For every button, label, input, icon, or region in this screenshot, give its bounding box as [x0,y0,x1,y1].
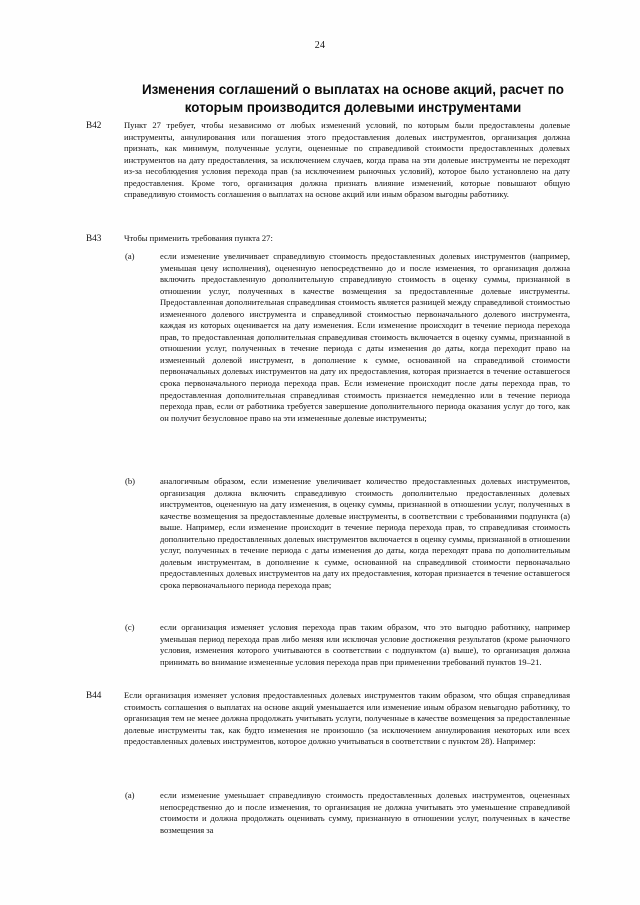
paragraph-text: Чтобы применить требования пункта 27: [124,233,273,243]
subitem-label: (b) [125,476,135,486]
paragraph-number: B42 [86,120,102,130]
subitem-label: (a) [125,790,135,800]
paragraph-number: B44 [86,690,102,700]
subitem-text: аналогичным образом, если изменение увеличивает количество предоставленных долевых инструментов, организация должна включить справедливую стоимость дополнительно предоставленных долевых инструментов, оцененную на дату изменения, в оценку суммы, признанной в отношении услуг, полученных в качестве возмещения за предоставленные долевые инструменты, в соответствии с требованиями подпункта (a) выше. Например, если изменение происходит в течение периода перехода прав, то справедливая стоимость дополнительно предоставленных долевых инструментов включается в оценку суммы, признанной в отношении услуг, полученных в течение периода с даты изменения до даты, когда переходят права по дополнительным долевым инструментам, в дополнение к сумме, основанной на справедливой стоимости первоначально предоставленных долевых инструментов на дату их предоставления, которая признается в течение оставшегося срока первоначального периода перехода прав; [160,476,570,590]
subitem-text: если изменение увеличивает справедливую стоимость предоставленных долевых инструментов (например, уменьшая цену исполнения), оцененную непосредственно до и после изменения, то организация должна включить предоставленную дополнительную справедливую стоимость в оценку суммы, признанной в отношении услуг, полученных в качестве возмещения за предоставленные долевые инструменты. Предоставленная дополнительная справедливая стоимость является разницей между справедливой стоимостью измененного долевого инструмента и справедливой стоимостью первоначального долевого инструмента, каждая из которых оценивается на дату изменения. Если изменение происходит в течение периода перехода прав, то предоставленная дополнительная справедливая стоимость включается в оценку суммы, признанной в отношении услуг, полученных в течение периода с даты изменения до даты, когда переходит право на измененный долевой инструмент, в дополнение к сумме, основанной на справедливой стоимости первоначальных долевых инструментов на дату их предоставления, которая признается в течение оставшегося срока первоначального периода перехода прав. Если изменение происходит после даты перехода прав, то предоставленная дополнительная справедливая стоимость признается немедленно или в течение периода перехода прав, если от работника требуется завершение дополнительного периода оказания услуг до того, как он получит безусловное право на эти измененные долевые инструменты; [160,251,570,423]
section-heading-line-1: Изменения соглашений о выплатах на основе акций, расчет по [142,82,564,97]
subitem-text: если организация изменяет условия перехода прав таким образом, что это выгодно работнику, например уменьшая период перехода прав либо меняя или исключая условие достижения результатов (кроме рыночного условия, изменения которого учитываются в соответствии с подпунктом (a) выше), то организация должна принимать во внимание измененные условия перехода прав при применении требований пунктов 19–21. [160,622,570,667]
section-heading [118,81,588,117]
paragraph-text: Пункт 27 требует, чтобы независимо от любых изменений условий, по которым были предоставлены долевые инструменты, аннулирования или погашения этого предоставления долевых инструментов, организация должна признать, как минимум, полученные услуги, оцененные по справедливой стоимости предоставленных долевых инструментов на дату предоставления, за исключением случаев, когда права на эти долевые инструменты не переходят из-за несоблюдения условия перехода прав (за исключением рыночных условий), которое было установлено на дату предоставления. Кроме того, организация должна признать влияние изменений, которые повышают общую справедливую стоимость соглашения о выплатах на основе акций или иным образом выгодны работнику. [124,120,570,200]
paragraph-number: B43 [86,233,102,243]
page-number: 24 [314,40,326,51]
section-heading-line-2: которым производится долевыми инструментами [184,100,522,115]
subitem-text: если изменение уменьшает справедливую стоимость предоставленных долевых инструментов, оцененных непосредственно до и после изменения, то организация не должна учитывать это уменьшение справедливой стоимости и должна продолжать оценивать сумму, признанную в отношении услуг, полученных в качестве возмещения за [160,790,570,835]
paragraph-text: Если организация изменяет условия предоставленных долевых инструментов таким образом, что общая справедливая стоимость соглашения о выплатах на основе акций уменьшается или изменение иным образом невыгодно работнику, то организация тем не менее должна продолжать учитывать услуги, полученные в качестве возмещения за предоставленные долевые инструменты так, как будто изменения не произошло (за исключением аннулирования некоторых или всех предоставленных долевых инструментов, которое должно учитываться в соответствии с пунктом 28). Например: [124,690,570,747]
subitem-label: (c) [125,622,135,632]
subitem-label: (a) [125,251,135,261]
